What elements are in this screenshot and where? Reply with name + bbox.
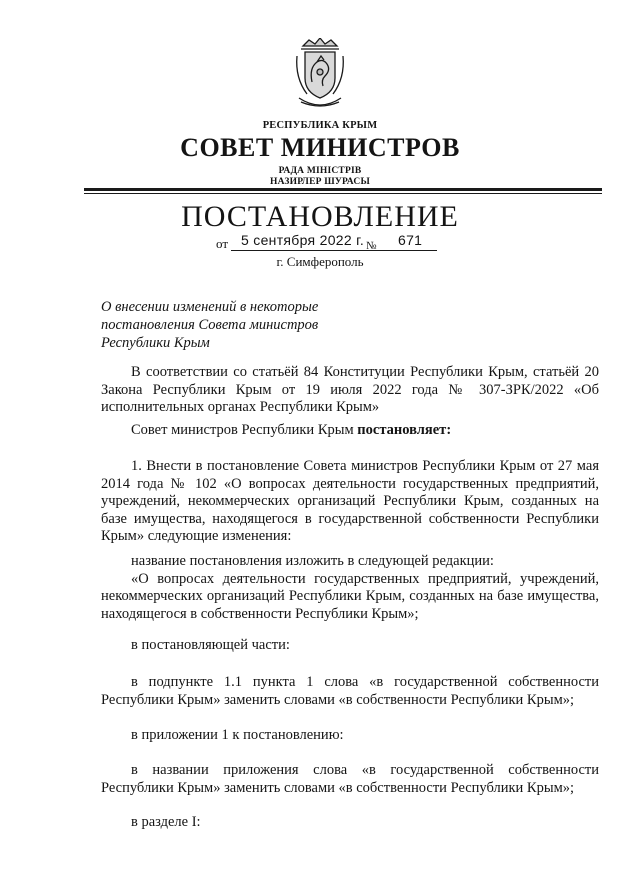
resolution-paragraph [101, 422, 599, 440]
subclause-paragraph [101, 674, 599, 709]
paragraph-text [101, 422, 599, 440]
decree-date: 5 сентября 2022 г. [241, 232, 365, 248]
section-paragraph [101, 814, 599, 832]
resolution-text: Совет министров Республики Крым [131, 422, 358, 438]
paragraph-text: в разделе I: [131, 814, 201, 830]
header-divider-thick [84, 188, 602, 191]
paragraph-text: название постановления изложить в следующей редакции: [131, 553, 494, 569]
subject-line: постановления Совета министров [101, 317, 319, 333]
clause-1-paragraph [101, 458, 599, 546]
subject-line: Республики Крым [101, 335, 210, 351]
paragraph-text: в приложении 1 к постановлению: [131, 727, 344, 743]
number-label: № [366, 240, 377, 252]
header-divider-thin [84, 193, 602, 194]
republic-heading: РЕСПУБЛИКА КРЫМ [262, 120, 378, 131]
annex-paragraph [101, 727, 599, 745]
decree-title: ПОСТАНОВЛЕНИЕ [181, 200, 459, 233]
decree-number: 671 [398, 232, 423, 248]
city-label: г. Симферополь [276, 254, 364, 269]
council-heading: СОВЕТ МИНИСТРОВ [180, 133, 460, 162]
date-prefix-label: от [216, 236, 229, 251]
title-change-paragraph [101, 553, 599, 623]
resolution-keyword: постановляет [357, 422, 447, 438]
council-heading-crimean-tatar: НАЗИРЛЕР ШУРАСЫ [270, 177, 370, 187]
council-heading-ukrainian: РАДА МІНІСТРІВ [278, 166, 362, 176]
paragraph-text: в названии приложения слова «в государственной собственности Республики Крым» заменить словами «в собственности Республики Крым»; [101, 762, 599, 796]
paragraph-text: «О вопросах деятельности государственных предприятий, учреждений, некоммерческих организаций Республики Крым, созданных на базе имущества, находящегося в собственности Республики Крым»; [101, 570, 599, 622]
resolution-colon: : [446, 422, 452, 438]
paragraph-text: в постановляющей части: [131, 637, 290, 653]
annex-title-paragraph [101, 762, 599, 797]
subject-line: О внесении изменений в некоторые [101, 299, 319, 315]
crimea-coat-of-arms-icon [293, 38, 347, 112]
paragraph-text: 1. Внести в постановление Совета министров Республики Крым от 27 мая 2014 года № 102 «О вопросах деятельности государственных предприятий, учреждений, некоммерческих организаций Республики Крым, созданных на базе имущества, находящегося в государственной собственности Республики Крым» следующие изменения: [101, 458, 599, 544]
paragraph-text: В соответствии со статьёй 84 Конституции Республики Крым, статьёй 20 Закона Республики Крым от 19 июля 2022 года № 307-ЗРК/2022 «Об исполнительных органах Республики Крым» [101, 364, 599, 415]
paragraph-text: в подпункте 1.1 пункта 1 слова «в государственной собственности Республики Крым» заменить словами «в собственности Республики Крым»; [101, 674, 599, 708]
decree-subject [101, 298, 401, 352]
operative-part-paragraph [101, 637, 599, 655]
date-underline [231, 250, 437, 251]
preamble-paragraph [101, 364, 599, 417]
